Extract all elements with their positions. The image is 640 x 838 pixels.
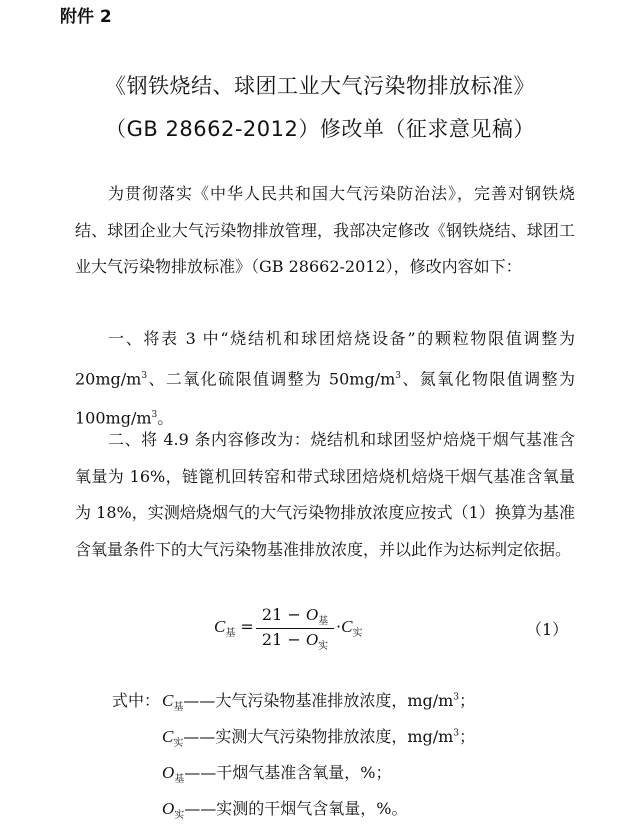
amendment-item-1 (75, 321, 575, 437)
item1-text-c: 、氮氧化物限值调整为 100mg/m (75, 368, 575, 428)
definition-row: $C_实——$实测大气污染物排放浓度，$mg/m^3$； (162, 727, 476, 750)
item1-sup-a: 3 (141, 370, 148, 381)
item1-sup-c: 3 (151, 410, 158, 421)
equation-fraction (256, 605, 334, 652)
document-title-line1: 《钢铁烧结、球团工业大气污染物排放标准》 (105, 74, 535, 98)
definition-row: $C_基——$大气污染物基准排放浓度，$mg/m^3$； (162, 691, 476, 714)
item1-sup-b: 3 (395, 370, 401, 381)
equation-rhs: $\cdot C_实$ (336, 617, 363, 640)
definitions-lead: 式中： (112, 691, 161, 710)
equation-number: （1） (526, 620, 569, 639)
attachment-label: 附件 2 (60, 7, 112, 27)
item1-text-b: 、二氧化硫限值调整为 50mg/m (147, 368, 396, 388)
amendment-item-2: 二、将 4.9 条内容修改为：烧结机和球团竖炉焙烧干烟气基准含氧量为 16%，链篦机回转窑和带式球团焙烧机焙烧干烟气基准含氧量为 18%，实测焙烧烟气的大气污染物排放浓度应按式（1）换算为基准含氧量条件下的大气污染物基准排放浓度，并以此作为达标判定依据。 (75, 430, 575, 559)
equation-numerator: $21 - O_基$ (256, 605, 334, 629)
equation-denominator: $21 - O_实$ (261, 630, 329, 653)
intro-paragraph: 为贯彻落实《中华人民共和国大气污染防治法》，完善对钢铁烧结、球团企业大气污染物排放管理，我部决定修改《钢铁烧结、球团工业大气污染物排放标准》（GB 28662-2012），修改内容如下： (75, 184, 575, 276)
equation-lhs: $C_基$ = (214, 617, 254, 640)
definition-row: $O_实——$实测的干烟气含氧量，%。 (162, 799, 408, 822)
item1-text-a: 一、将表 3 中“烧结机和球团焙烧设备”的颗粒物限值调整为 20mg/m (75, 329, 575, 388)
item1-text-d: 。 (157, 408, 174, 428)
document-title-line2: （GB 28662-2012）修改单（征求意见稿） (105, 117, 535, 141)
definition-row: $O_基——$干烟气基准含氧量，%； (162, 763, 392, 786)
